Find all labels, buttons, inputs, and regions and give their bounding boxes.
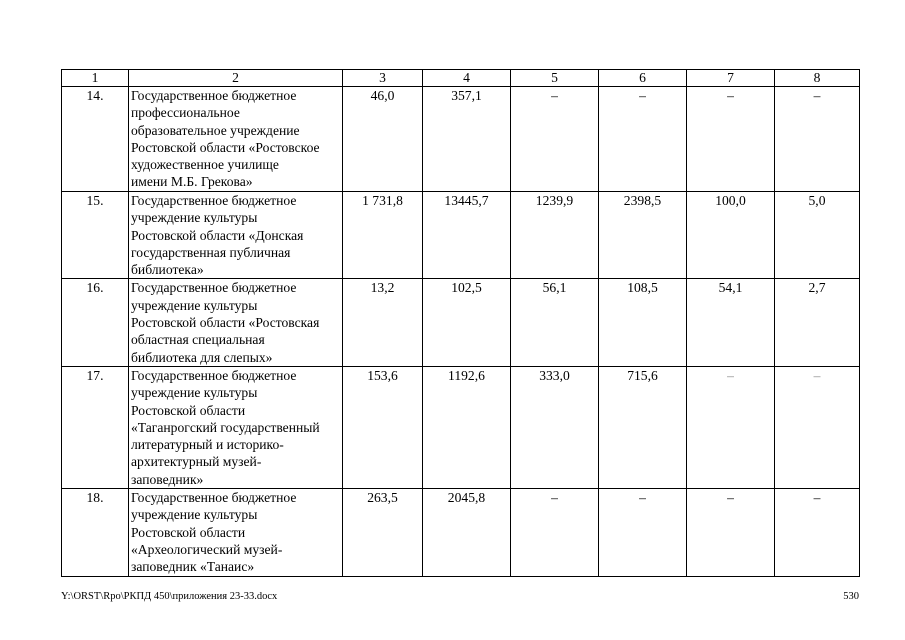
name-line: «Археологический музей- [131,541,283,557]
cell-col5: 1239,9 [511,192,599,279]
name-line: государственная публичная [131,244,291,260]
name-line: имени М.Б. Грекова» [131,174,253,190]
cell-col7: 100,0 [687,192,775,279]
name-line: художественное училище [131,157,279,173]
cell-col8: – [775,366,860,488]
row-number: 16. [62,279,129,366]
table-row [62,366,860,488]
column-header: 7 [687,70,775,87]
cell-col3: 1 731,8 [343,192,423,279]
footer-file-path: Y:\ORST\Rpo\РКПД 450\приложения 23-33.docx [61,591,278,602]
cell-col7: 54,1 [687,279,775,366]
table-header-row [62,70,860,87]
budget-table [61,69,860,577]
institution-name [129,489,343,576]
cell-col8: – [775,489,860,576]
name-line: Ростовской области [131,402,246,418]
cell-col5: 333,0 [511,366,599,488]
cell-col5: 56,1 [511,279,599,366]
cell-col8: – [775,87,860,192]
name-line: Ростовской области «Ростовское [131,139,320,155]
cell-col8: 5,0 [775,192,860,279]
institution-name [129,192,343,279]
name-line: профессиональное [131,105,240,121]
cell-col3: 13,2 [343,279,423,366]
row-number: 15. [62,192,129,279]
name-line: литературный и историко- [131,437,284,453]
row-number: 14. [62,87,129,192]
cell-col4: 2045,8 [423,489,511,576]
name-line: Ростовской области «Донская [131,227,304,243]
cell-col5: – [511,87,599,192]
cell-col5: – [511,489,599,576]
cell-col3: 153,6 [343,366,423,488]
table-row [62,87,860,192]
cell-col7: – [687,489,775,576]
column-header: 6 [599,70,687,87]
cell-col3: 46,0 [343,87,423,192]
cell-col4: 102,5 [423,279,511,366]
column-header: 4 [423,70,511,87]
name-line: Ростовской области «Ростовская [131,315,320,331]
name-line: заповедник» [131,471,204,487]
name-line: Государственное бюджетное [131,280,297,296]
cell-col7: – [687,87,775,192]
cell-col7: – [687,366,775,488]
cell-col4: 357,1 [423,87,511,192]
name-line: библиотека для слепых» [131,349,273,365]
cell-col6: 2398,5 [599,192,687,279]
name-line: архитектурный музей- [131,454,262,470]
cell-col6: 715,6 [599,366,687,488]
name-line: Государственное бюджетное [131,88,297,103]
name-line: заповедник «Танаис» [131,559,255,575]
cell-col8: 2,7 [775,279,860,366]
name-line: «Таганрогский государственный [131,419,320,435]
table-row [62,489,860,576]
column-header: 5 [511,70,599,87]
page-number: 530 [843,591,859,602]
table-row [62,279,860,366]
column-header: 3 [343,70,423,87]
cell-col6: – [599,87,687,192]
name-line: Государственное бюджетное [131,367,297,383]
cell-col4: 13445,7 [423,192,511,279]
column-header: 1 [62,70,129,87]
name-line: учреждение культуры [131,507,258,523]
cell-col3: 263,5 [343,489,423,576]
name-line: библиотека» [131,262,204,278]
name-line: областная специальная [131,332,265,348]
table-row [62,192,860,279]
institution-name [129,366,343,488]
cell-col6: 108,5 [599,279,687,366]
row-number: 17. [62,366,129,488]
name-line: Государственное бюджетное [131,490,297,506]
column-header: 8 [775,70,860,87]
name-line: Государственное бюджетное [131,193,297,208]
institution-name [129,87,343,192]
name-line: учреждение культуры [131,385,258,401]
institution-name [129,279,343,366]
name-line: учреждение культуры [131,297,258,313]
cell-col4: 1192,6 [423,366,511,488]
row-number: 18. [62,489,129,576]
name-line: Ростовской области [131,524,246,540]
cell-col6: – [599,489,687,576]
name-line: образовательное учреждение [131,122,300,138]
name-line: учреждение культуры [131,210,258,226]
column-header: 2 [129,70,343,87]
